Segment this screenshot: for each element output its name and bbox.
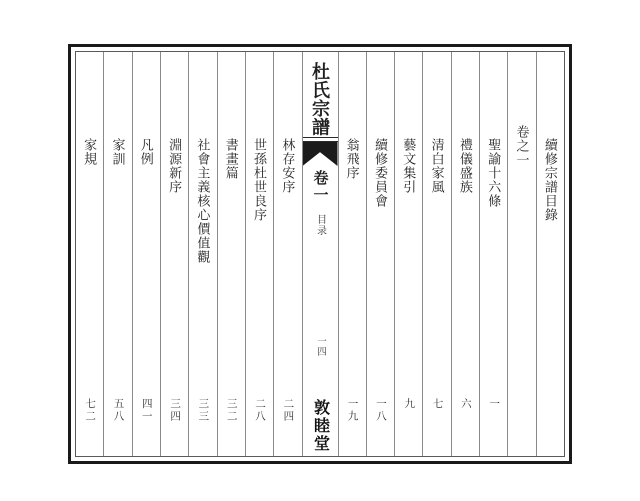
toc-entry-title: 家規: [82, 138, 98, 166]
toc-column: [395, 52, 423, 456]
page-frame: [68, 44, 572, 464]
hall-name: 敦睦堂: [311, 399, 329, 453]
content-frame: [75, 51, 565, 457]
toc-entry-title: 淵源新序: [167, 138, 183, 194]
toc-entry-page-number: 三三: [197, 398, 209, 423]
toc-entry-title: 藝文集引: [401, 138, 417, 194]
toc-column: [246, 52, 274, 456]
toc-columns: [76, 52, 564, 456]
toc-entry-page-number: 六: [459, 398, 471, 411]
toc-entry-page-number: 七: [431, 398, 443, 411]
toc-column: [537, 52, 564, 456]
book-title: 杜氏宗譜: [310, 62, 330, 136]
toc-entry-page-number: 三二: [225, 398, 237, 423]
toc-column: [161, 52, 189, 456]
volume-label: 卷一: [311, 170, 328, 204]
toc-column: [76, 52, 104, 456]
toc-column: [218, 52, 246, 456]
toc-entry-title: 清白家風: [429, 138, 445, 194]
toc-column: [104, 52, 132, 456]
spine-column: [303, 52, 339, 456]
section-label: 目录: [314, 214, 326, 236]
toc-column: [367, 52, 395, 456]
toc-entry-title: 聖諭十六條: [486, 138, 502, 208]
toc-entry-page-number: 一: [488, 398, 500, 411]
toc-entry-title: 書畫篇: [223, 138, 239, 180]
fishtail-mark-icon: [303, 142, 338, 166]
toc-entry-page-number: 二四: [282, 398, 294, 423]
toc-entry-page-number: 四一: [140, 398, 152, 423]
toc-column: [274, 52, 302, 456]
toc-entry-title: 翁飛序: [344, 138, 360, 180]
toc-entry-title: 續修委員會: [372, 138, 388, 208]
toc-entry-title: 世孫杜世良序: [252, 138, 268, 222]
toc-column: [452, 52, 480, 456]
fishtail-rules: [303, 137, 338, 142]
toc-entry-title: 凡例: [138, 138, 154, 166]
toc-entry-title: 禮儀盛族: [457, 138, 473, 194]
toc-entry-title: 社會主義核心價值觀: [195, 138, 211, 264]
toc-column: [133, 52, 161, 456]
leaf-number: 一四: [315, 336, 325, 357]
toc-entry-title: 家訓: [110, 138, 126, 166]
toc-entry-page-number: 一八: [374, 398, 386, 423]
toc-entry-page-number: 九: [403, 398, 415, 411]
toc-column: [423, 52, 451, 456]
toc-entry-title: 卷之一: [514, 125, 530, 167]
toc-entry-page-number: 三四: [169, 398, 181, 423]
toc-entry-title: 續修宗譜目錄: [542, 138, 558, 222]
toc-entry-page-number: 五八: [112, 398, 124, 423]
toc-entry-title: 林存安序: [280, 138, 296, 194]
toc-entry-page-number: 二八: [254, 398, 266, 423]
toc-column: [189, 52, 217, 456]
toc-column: [480, 52, 508, 456]
toc-column: [508, 52, 536, 456]
toc-entry-page-number: 七二: [84, 398, 96, 423]
toc-column: [339, 52, 367, 456]
toc-entry-page-number: 一九: [346, 398, 358, 423]
